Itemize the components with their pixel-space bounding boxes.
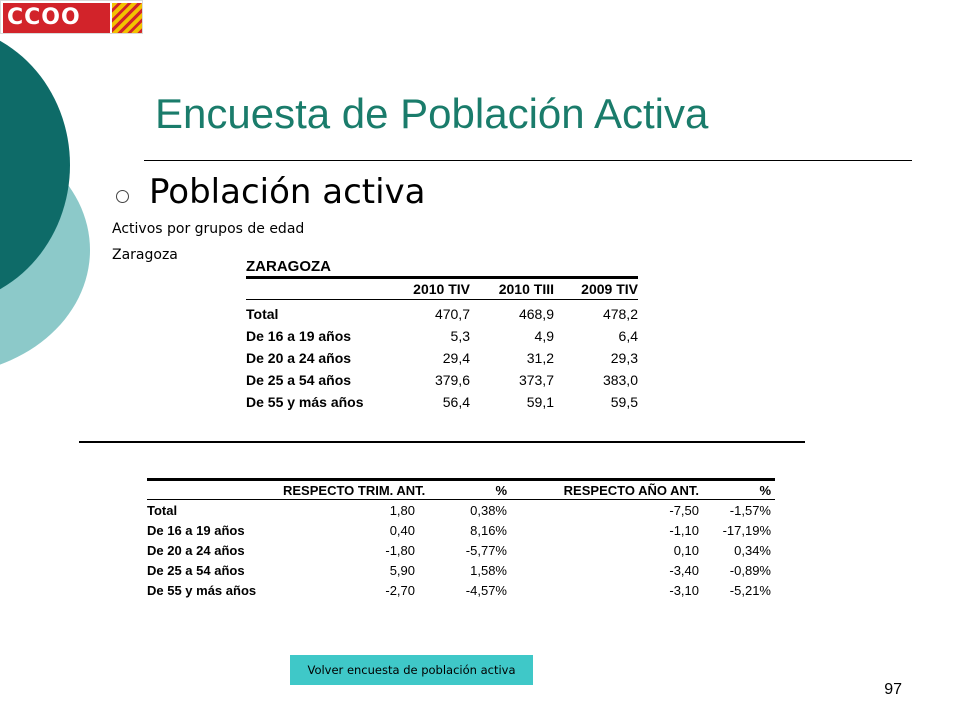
table-header-row (147, 481, 775, 500)
caption-region: Zaragoza (112, 247, 178, 263)
cell-value: -2,70 (385, 582, 415, 598)
table-row (246, 369, 638, 391)
cell-value: 56,4 (442, 394, 470, 410)
caption-age-groups: Activos por grupos de edad (112, 221, 305, 237)
table-row (147, 540, 775, 560)
header-2010-tiii: 2010 TIII (498, 281, 554, 297)
row-label: De 16 a 19 años (246, 328, 352, 344)
cell-value: 0,40 (389, 522, 415, 538)
cell-value: 59,1 (526, 394, 554, 410)
table-row (246, 303, 638, 325)
cell-value: 59,5 (610, 394, 638, 410)
ccoo-logo (0, 0, 143, 34)
table-row (246, 325, 638, 347)
cell-value: 383,0 (602, 372, 638, 388)
title-divider (144, 160, 912, 161)
cell-value: -5,21% (729, 582, 771, 598)
cell-value: 1,58% (470, 562, 507, 578)
cell-value: 478,2 (602, 306, 638, 322)
section-subtitle: Población activa (149, 172, 426, 212)
table-row (147, 520, 775, 540)
cell-value: 0,10 (673, 542, 699, 558)
table-header-row (246, 279, 638, 300)
cell-value: 6,4 (618, 328, 638, 344)
row-label: De 25 a 54 años (147, 562, 245, 578)
cell-value: -4,57% (465, 582, 507, 598)
cell-value: 29,4 (442, 350, 470, 366)
table-row (147, 560, 775, 580)
cell-value: -1,57% (729, 502, 771, 518)
row-label: De 20 a 24 años (147, 542, 245, 558)
cell-value: 0,34% (734, 542, 771, 558)
logo-text: CCOO (7, 5, 81, 30)
header-2009-tiv: 2009 TIV (581, 281, 638, 297)
cell-value: 470,7 (434, 306, 470, 322)
variaciones-table (147, 478, 775, 600)
cell-value: 373,7 (518, 372, 554, 388)
cell-value: -0,89% (729, 562, 771, 578)
table-row (246, 391, 638, 413)
cell-value: 468,9 (518, 306, 554, 322)
decorative-circles (0, 0, 100, 380)
aragon-flag-icon (112, 3, 142, 33)
back-to-survey-link[interactable]: Volver encuesta de población activa (290, 655, 533, 685)
header-respecto-trim: RESPECTO TRIM. ANT. (283, 482, 426, 498)
header-2010-tiv: 2010 TIV (413, 281, 470, 297)
cell-value: 5,90 (389, 562, 415, 578)
page-number: 97 (884, 681, 902, 698)
cell-value: -3,40 (669, 562, 699, 578)
cell-value: 5,3 (450, 328, 470, 344)
section-divider (79, 441, 805, 443)
page-title: Encuesta de Población Activa (155, 90, 709, 137)
cell-value: 31,2 (526, 350, 554, 366)
table-row (246, 347, 638, 369)
cell-value: 0,38% (470, 502, 507, 518)
row-label: Total (147, 502, 178, 518)
row-label: De 55 y más años (246, 394, 364, 410)
cell-value: 379,6 (434, 372, 470, 388)
header-percent-ano: % (759, 482, 771, 498)
row-label: De 16 a 19 años (147, 522, 245, 538)
bullet-icon (116, 190, 129, 203)
cell-value: 8,16% (470, 522, 507, 538)
cell-value: -3,10 (669, 582, 699, 598)
cell-value: -1,10 (669, 522, 699, 538)
header-percent-trim: % (495, 482, 507, 498)
cell-value: 29,3 (610, 350, 638, 366)
row-label: De 55 y más años (147, 582, 257, 598)
table-row (147, 580, 775, 600)
cell-value: 4,9 (534, 328, 554, 344)
row-label: De 20 a 24 años (246, 350, 352, 366)
row-label: Total (246, 306, 279, 322)
cell-value: -5,77% (465, 542, 507, 558)
activos-table (246, 258, 638, 413)
row-label: De 25 a 54 años (246, 372, 352, 388)
cell-value: -17,19% (722, 522, 771, 538)
header-respecto-ano: RESPECTO AÑO ANT. (563, 482, 699, 498)
table-region-title: ZARAGOZA (246, 258, 331, 275)
cell-value: -1,80 (385, 542, 415, 558)
table-row (147, 500, 775, 520)
cell-value: 1,80 (389, 502, 415, 518)
cell-value: -7,50 (669, 502, 699, 518)
